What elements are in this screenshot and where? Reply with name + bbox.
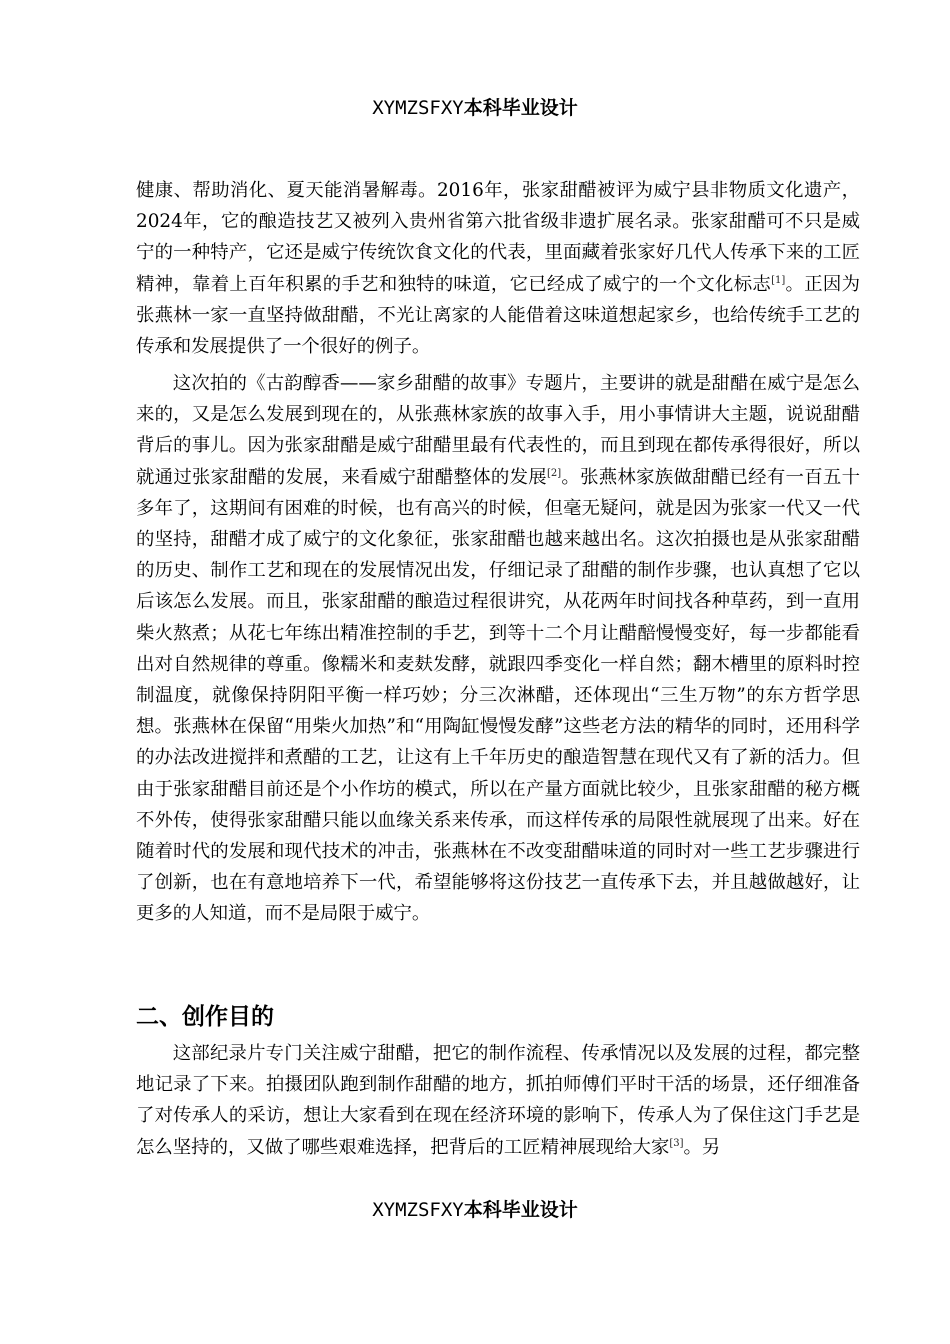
- paragraph-1-text-cont: 。正因为张燕林一家一直坚持做甜醋，不光让离家的人能借着这味道想起家乡，也给传统手工艺的传承和发展提供了一个很好的例子。: [136, 273, 860, 358]
- section-paragraph: [136, 1038, 860, 1163]
- section-heading: 二、创作目的: [136, 1004, 274, 1030]
- page-footer: [0, 1198, 950, 1222]
- paragraph-1-text: 健康、帮助消化、夏天能消暑解毒。2016年，张家甜醋被评为威宁县非物质文化遗产，2024年，它的酿造技艺又被列入贵州省第六批省级非遗扩展名录。张家甜醋可不只是威宁的一种特产，它还是威宁传统饮食文化的代表，里面藏着张家好几代人传承下来的工匠精神，靠着上百年积累的手艺和独特的味道，它已经成了威宁的一个文化标志: [136, 180, 860, 295]
- paragraph-2-text: 这次拍的《古韵醇香——家乡甜醋的故事》专题片，主要讲的就是甜醋在威宁是怎么来的，又是怎么发展到现在的，从张燕林家族的故事入手，用小事情讲大主题，说说甜醋背后的事儿。因为张家甜醋是威宁甜醋里最有代表性的，而且到现在都传承得很好，所以就通过张家甜醋的发展，来看威宁甜醋整体的发展: [136, 373, 860, 488]
- section-paragraph-text: 这部纪录片专门关注威宁甜醋，把它的制作流程、传承情况以及发展的过程，都完整地记录了下来。拍摄团队跑到制作甜醋的地方，抓拍师傅们平时干活的场景，还仔细准备了对传承人的采访，想让大家看到在现在经济环境的影响下，传承人为了保住这门手艺是怎么坚持的，又做了哪些艰难选择，把背后的工匠精神展现给大家: [136, 1043, 860, 1158]
- body-paragraph-1: [136, 175, 860, 362]
- section-paragraph-text-cont: 。另: [683, 1136, 721, 1158]
- body-paragraph-2: [136, 368, 860, 930]
- header-label: 本科毕业设计: [463, 97, 578, 119]
- footer-label: 本科毕业设计: [463, 1199, 578, 1221]
- page-header: [0, 96, 950, 120]
- citation-2[interactable]: [2]: [546, 467, 562, 479]
- citation-1[interactable]: [1]: [771, 274, 786, 286]
- paragraph-2-text-cont: 。张燕林家族做甜醋已经有一百五十多年了，这期间有困难的时候，也有高兴的时候，但毫无疑问，就是因为张家一代又一代的坚持，甜醋才成了威宁的文化象征，张家甜醋也越来越出名。这次拍摄也是从张家甜醋的历史、制作工艺和现在的发展情况出发，仔细记录了甜醋的制作步骤，也认真想了它以后该怎么发展。而且，张家甜醋的酿造过程很讲究，从花两年时间找各种草药，到一直用柴火熬煮；从花七年练出精准控制的手艺，到等十二个月让醋醅慢慢变好，每一步都能看出对自然规律的尊重。像糯米和麦麸发酵，就跟四季变化一样自然；翻木槽里的原料时控制温度，就像保持阴阳平衡一样巧妙；分三次淋醋，还体现出“三生万物”的东方哲学思想。张燕林在保留“用柴火加热”和“用陶缸慢慢发酵”这些老方法的精华的同时，还用科学的办法改进搅拌和煮醋的工艺，让这有上千年历史的酿造智慧在现代又有了新的活力。但由于张家甜醋目前还是个小作坊的模式，所以在产量方面就比较少，且张家甜醋的秘方概不外传，使得张家甜醋只能以血缘关系来传承，而这样传承的局限性就展现了出来。好在随着时代的发展和现代技术的冲击，张燕林在不改变甜醋味道的同时对一些工艺步骤进行了创新，也在有意地培养下一代，希望能够将这份技艺一直传承下去，并且越做越好，让更多的人知道，而不是局限于威宁。: [136, 466, 860, 925]
- footer-code: XYMZSFXY: [372, 1199, 464, 1221]
- citation-3[interactable]: [3]: [669, 1137, 684, 1149]
- header-code: XYMZSFXY: [372, 97, 464, 119]
